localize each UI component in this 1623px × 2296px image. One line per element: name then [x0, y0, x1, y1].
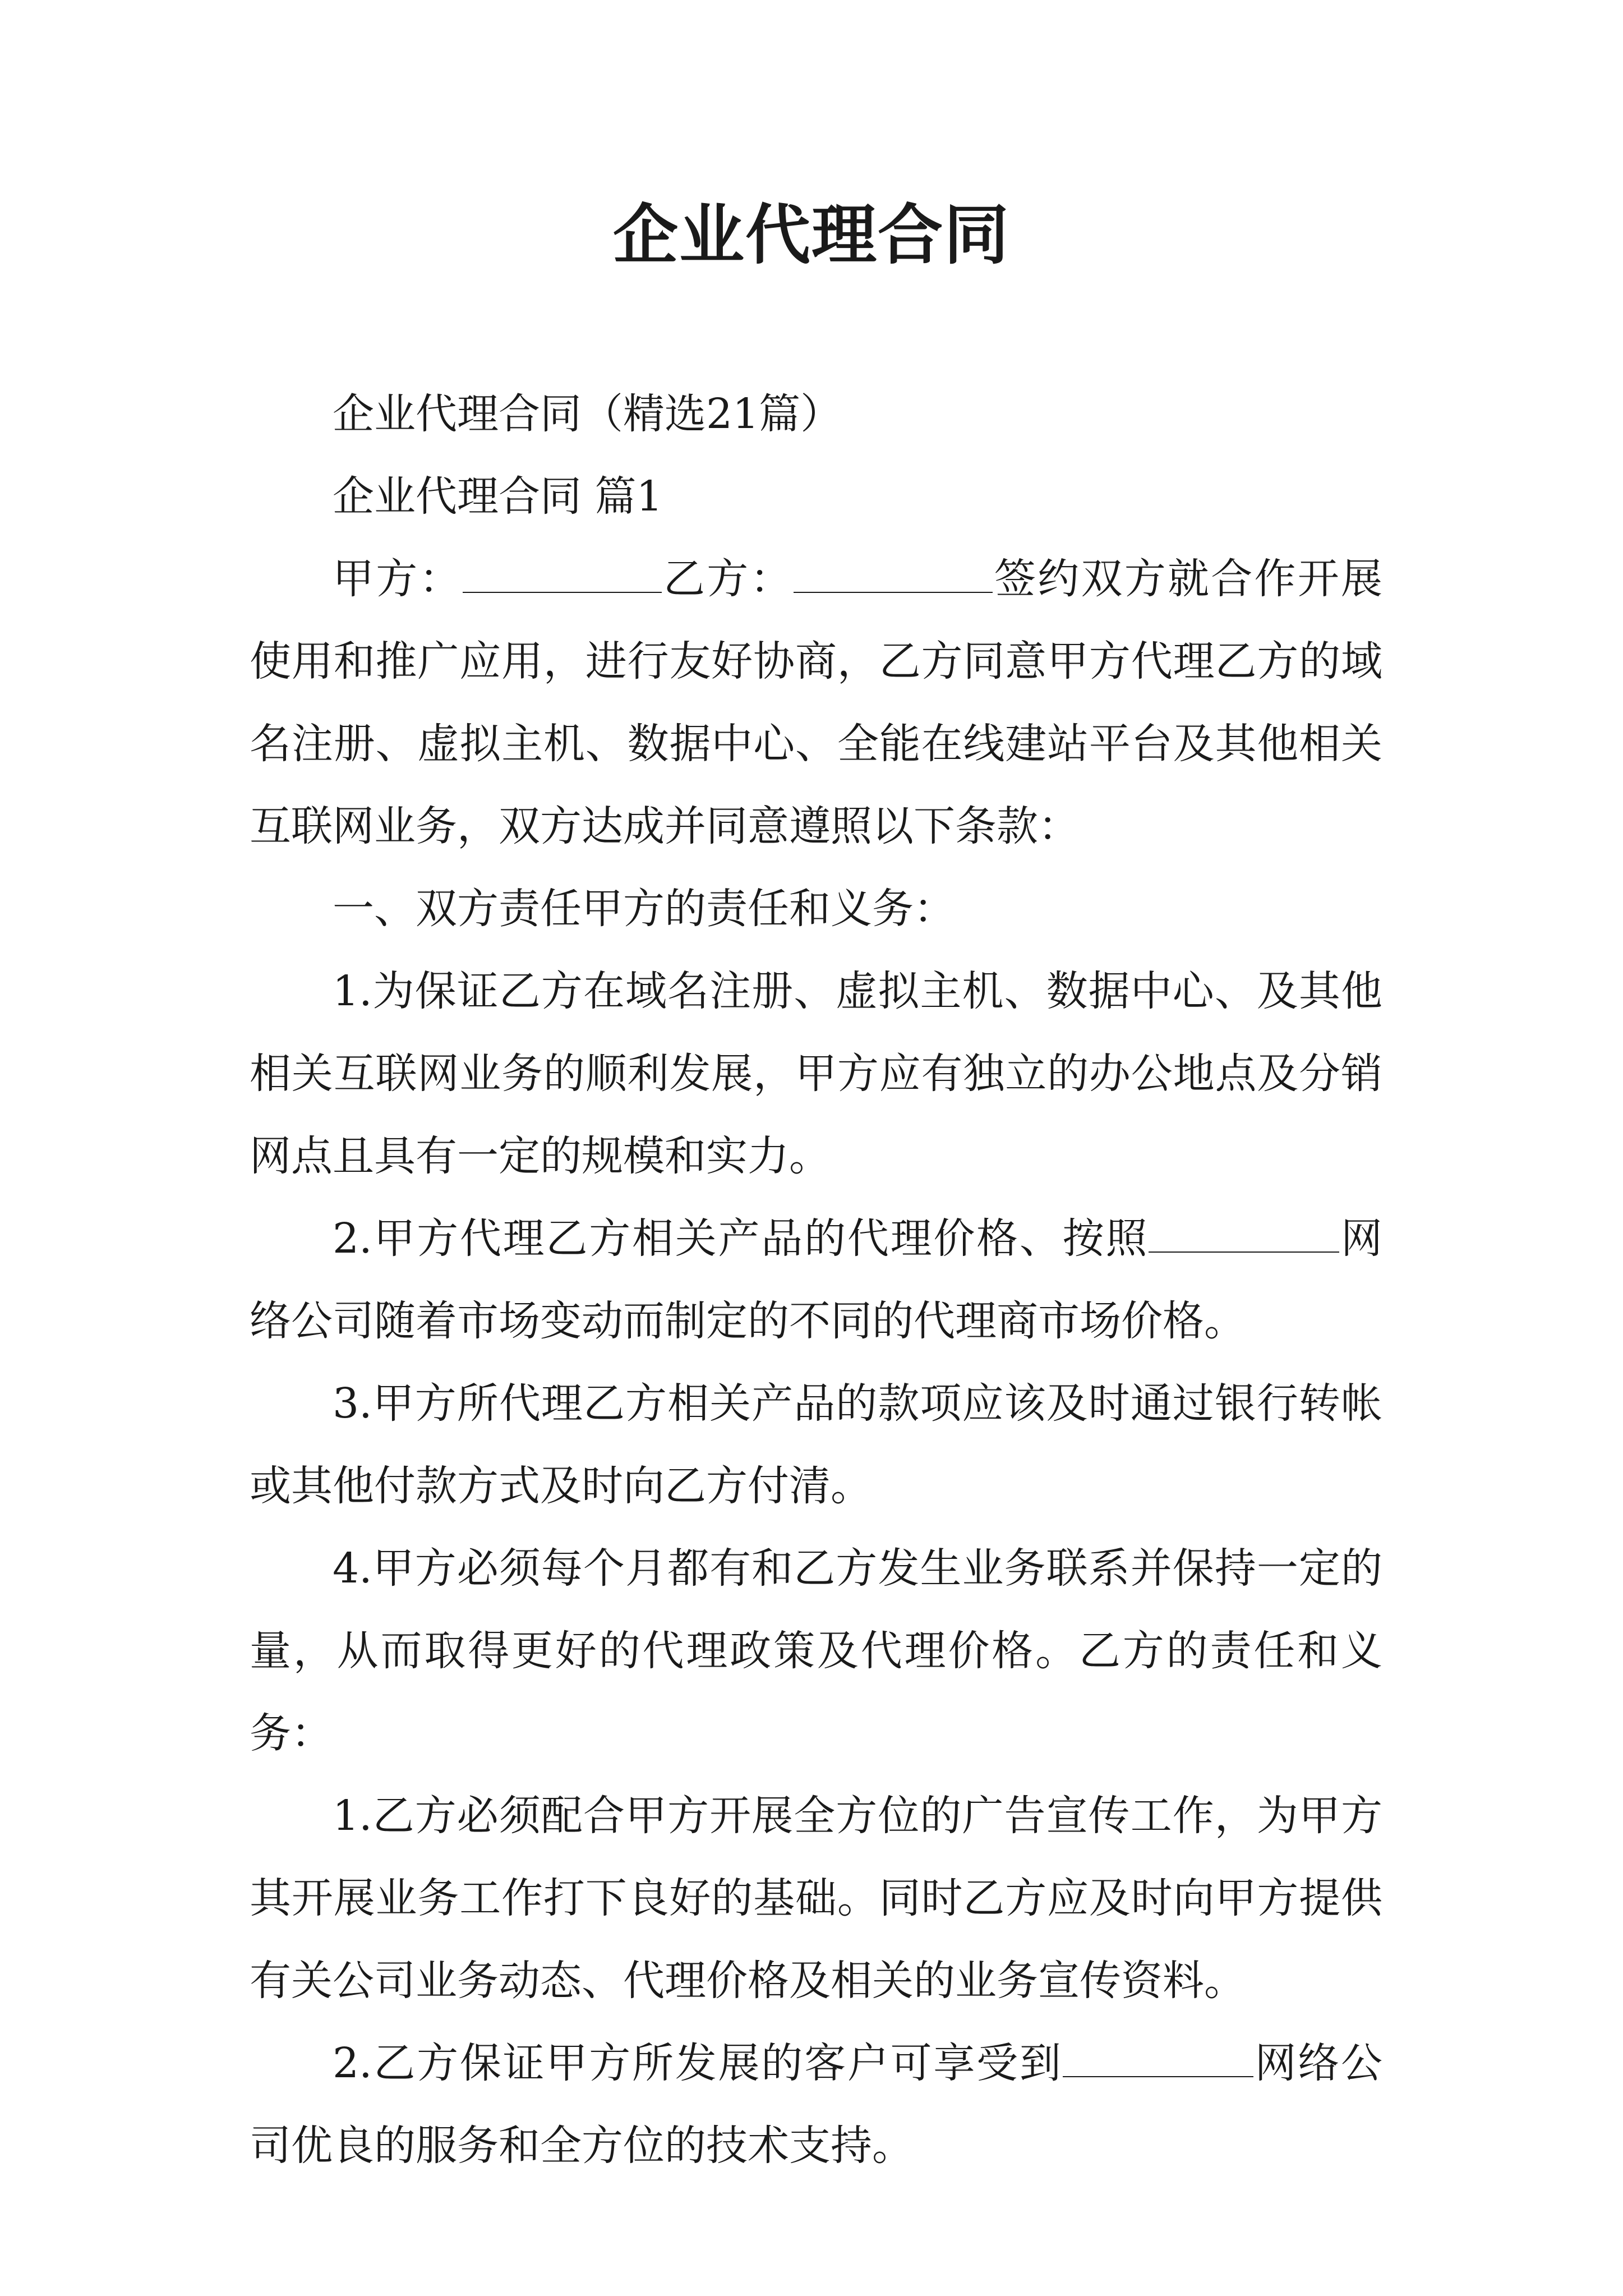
clause-a2-tail: 网络公司随着市场变动而制定的不同的代理商市场价格。: [250, 1214, 1383, 1345]
company-name-blank: [1149, 1218, 1339, 1253]
document-body: [250, 373, 1382, 2187]
clause-b2-head: 2.乙方保证甲方所发展的客户可享受到: [333, 2039, 1063, 2087]
clause-a1: 1.为保证乙方在域名注册、虚拟主机、数据中心、及其他相关互联网业务的顺利发展，甲方应有独立的办公地点及分销网点且具有一定的规模和实力。: [250, 967, 1382, 1180]
company-name-blank-2: [1063, 2042, 1253, 2077]
party-b-blank: [794, 558, 993, 593]
intro-paragraph: [250, 538, 1382, 868]
clause-a4: 4.甲方必须每个月都有和乙方发生业务联系并保持一定的量，从而取得更好的代理政策及代理价格。乙方的责任和义务：: [250, 1544, 1382, 1757]
clause-heading: 一、双方责任甲方的责任和义务：: [333, 885, 955, 933]
clause-a3: 3.甲方所代理乙方相关产品的款项应该及时通过银行转帐或其他付款方式及时向乙方付清。: [250, 1379, 1382, 1510]
clause-a2-head: 2.甲方代理乙方相关产品的代理价格、按照: [333, 1214, 1149, 1263]
clause-b2-tail: 网络公司优良的服务和全方位的技术支持。: [250, 2039, 1382, 2170]
party-a-blank: [463, 558, 662, 593]
party-b-label: 乙方：: [661, 555, 794, 603]
party-a-label: 甲方：: [333, 555, 463, 603]
section-heading: 企业代理合同 篇1: [333, 472, 663, 521]
document-title: 企业代理合同: [613, 197, 1010, 273]
subtitle: 企业代理合同（精选21篇）: [333, 390, 842, 438]
clause-b2: [250, 2022, 1382, 2187]
clause-a2: [250, 1198, 1382, 1363]
intro-text: 签约双方就合作开展使用和推广应用，进行友好协商，乙方同意甲方代理乙方的域名注册、虚拟主机、数据中心、全能在线建站平台及其他相关互联网业务，双方达成并同意遵照以下条款：: [250, 555, 1382, 850]
clause-b1: 1.乙方必须配合甲方开展全方位的广告宣传工作，为甲方其开展业务工作打下良好的基础。同时乙方应及时向甲方提供有关公司业务动态、代理价格及相关的业务宣传资料。: [250, 1792, 1382, 2005]
